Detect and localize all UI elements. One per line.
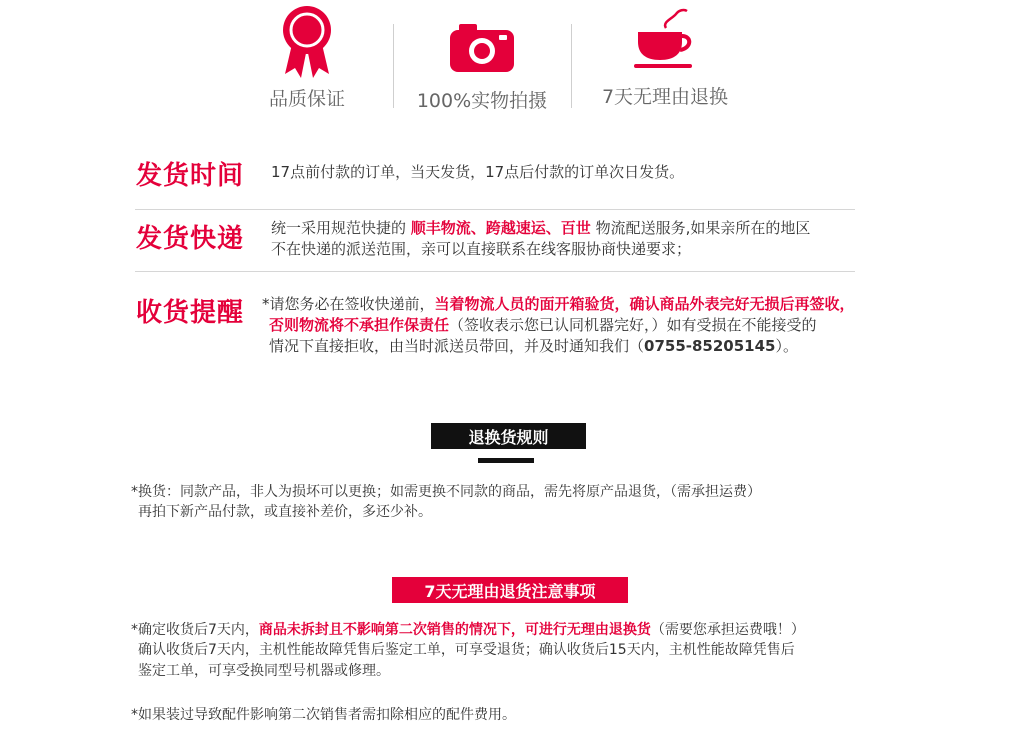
- shipping-courier-title: 发货快递: [136, 224, 245, 254]
- section-divider-1: [135, 209, 855, 210]
- return-notes-line3: 鉴定工单，可享受换同型号机器或修理。: [138, 663, 390, 679]
- shipping-courier-line1-pre: 统一采用规范快捷的: [271, 219, 411, 237]
- shipping-courier-line1: [271, 218, 810, 239]
- badge-quality-label: 品质保证: [268, 88, 345, 110]
- exchange-rules-line2: 再拍下新产品付款，或直接补差价，多还少补。: [138, 504, 432, 520]
- return-notes-line1-post: （需要您承担运费哦！）: [650, 622, 805, 638]
- exchange-rules-underline: [478, 458, 534, 463]
- shipping-courier-line1-post: 物流配送服务,如果亲所在的地区: [590, 219, 811, 237]
- exchange-rules-banner: [431, 423, 586, 449]
- receipt-reminder-line2-post: （签收表示您已认同机器完好，）如有受损在不能接受的: [449, 316, 817, 334]
- receipt-reminder-line2: [269, 315, 817, 336]
- shipping-courier-line2: 不在快递的派送范围，亲可以直接联系在线客服协商快递要求；: [271, 240, 692, 258]
- receipt-reminder-line3: [269, 336, 798, 357]
- badge-7day-return-label: 7天无理由退换: [601, 86, 729, 108]
- receipt-reminder-line1-pre: *请您务必在签收快递前，: [262, 295, 435, 313]
- badge-real-photo-label: 100%实物拍摄: [416, 90, 548, 112]
- receipt-reminder-line3-pre: 情况下直接拒收，由当时派送员带回，并及时通知我们（: [269, 337, 645, 355]
- coffee-cup-icon: [632, 6, 698, 72]
- return-notes-line1-pre: *确定收货后7天内，: [131, 622, 259, 638]
- badge-7day-return: [590, 6, 740, 109]
- exchange-rules-title: 退换货规则: [468, 427, 549, 447]
- badge-quality: [256, 4, 358, 111]
- courier-names-highlight: 顺丰物流、跨越速运、百世: [410, 219, 591, 237]
- receipt-reminder-line2-highlight: 否则物流将不承担作保责任: [269, 316, 450, 334]
- return-notes-banner: [392, 577, 628, 603]
- receipt-reminder-line1-highlight: 当着物流人员的面开箱验货，确认商品外表完好无损后再签收，: [434, 295, 855, 313]
- return-notes-line4: *如果装过导致配件影响第二次销售者需扣除相应的配件费用。: [131, 707, 516, 723]
- exchange-rules-line1: *换货：同款产品，非人为损坏可以更换；如需更换不同款的商品，需先将原产品退货，（需承担运费）: [131, 484, 761, 500]
- return-notes-title: 7天无理由退货注意事项: [424, 581, 596, 601]
- return-notes-line2: 确认收货后7天内，主机性能故障凭售后鉴定工单，可享受退货；确认收货后15天内，主机性能故障凭售后: [138, 642, 795, 658]
- shipping-time-text: 17点前付款的订单，当天发货，17点后付款的订单次日发货。: [271, 163, 685, 181]
- badge-divider-2: [571, 24, 572, 108]
- receipt-reminder-line3-post: ）。: [775, 337, 799, 355]
- contact-phone: 0755-85205145: [644, 337, 776, 355]
- return-notes-line1: [131, 620, 805, 641]
- shipping-time-title: 发货时间: [136, 161, 245, 191]
- badge-divider-1: [393, 24, 394, 108]
- return-notes-line1-highlight: 商品未拆封且不影响第二次销售的情况下，可进行无理由退换货: [258, 622, 651, 638]
- section-divider-2: [135, 271, 855, 272]
- quality-ribbon-icon: [281, 4, 333, 80]
- badge-real-photo: [412, 22, 552, 113]
- receipt-reminder-line1: [262, 294, 855, 315]
- receipt-reminder-title: 收货提醒: [136, 298, 245, 328]
- camera-icon: [449, 22, 515, 74]
